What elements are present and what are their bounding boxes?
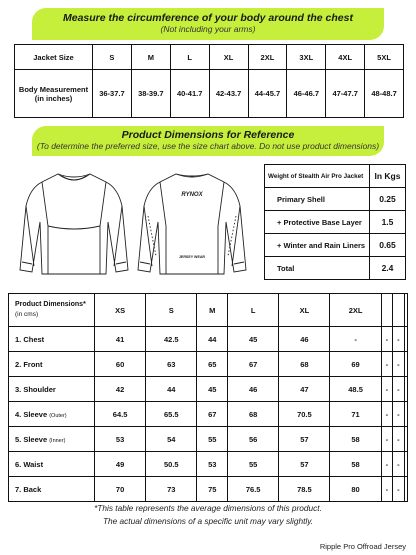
size-chart-measurement-row — [15, 70, 404, 118]
dimensions-row-label-text: 2. Front — [15, 359, 43, 369]
size-chart-value: 47-47.7 — [326, 70, 365, 118]
dimensions-column-header: XS — [95, 294, 146, 327]
size-chart-row-label: Body Measurement (in inches) — [15, 70, 93, 118]
dimensions-cell: 60 — [95, 352, 146, 377]
dimensions-cell: - — [393, 402, 404, 427]
dimensions-cell: 54 — [146, 427, 197, 452]
weight-table — [264, 164, 406, 280]
dimensions-cell: 44 — [146, 377, 197, 402]
size-chart-size: S — [93, 45, 132, 70]
chest-measure-subtitle: (Not including your arms) — [160, 24, 256, 34]
dimensions-row-label — [9, 327, 95, 352]
product-dimensions-banner — [32, 126, 384, 156]
dimensions-cell: 50.5 — [146, 452, 197, 477]
dimensions-row-label — [9, 452, 95, 477]
dimensions-cell: - — [381, 452, 392, 477]
back-logo-text: RYNOX — [181, 192, 203, 198]
dimensions-cell: 68 — [279, 352, 330, 377]
dimensions-cell: 76.5 — [228, 477, 279, 502]
size-chart-value: 46-46.7 — [287, 70, 326, 118]
weight-row-label: Primary Shell — [265, 188, 370, 211]
dimensions-cell: 47 — [279, 377, 330, 402]
dimensions-cell: - — [330, 327, 381, 352]
dimensions-body — [9, 327, 408, 502]
dimensions-column-header: XL — [279, 294, 330, 327]
dimensions-cell: - — [393, 452, 404, 477]
dimensions-cell: 58 — [330, 427, 381, 452]
dimensions-header-label: Product Dimensions* — [15, 301, 86, 308]
dimensions-cell: 53 — [197, 452, 228, 477]
dimensions-cell: 45 — [197, 377, 228, 402]
dimensions-cell: 55 — [197, 427, 228, 452]
chest-measure-title: Measure the circumference of your body around the chest — [63, 12, 353, 24]
dimensions-header-unit: (in cms) — [15, 311, 39, 318]
dimensions-row-label — [9, 352, 95, 377]
dimensions-cell: 71 — [330, 402, 381, 427]
dimensions-row-label — [9, 477, 95, 502]
size-chart-value: 38-39.7 — [131, 70, 170, 118]
dimensions-cell: 46 — [279, 327, 330, 352]
dimensions-cell-empty — [404, 402, 407, 427]
dimensions-row-label — [9, 377, 95, 402]
dimensions-cell-empty — [404, 377, 407, 402]
dimensions-cell: 42 — [95, 377, 146, 402]
dimensions-row-label — [9, 427, 95, 452]
dimensions-cell-empty — [404, 452, 407, 477]
size-chart-size: 4XL — [326, 45, 365, 70]
weight-row — [265, 234, 406, 257]
dimensions-cell: 70 — [95, 477, 146, 502]
dimensions-column-header — [393, 294, 404, 327]
weight-total-row — [265, 257, 406, 280]
weight-header-row — [265, 165, 406, 188]
dimensions-column-header — [404, 294, 407, 327]
dimensions-cell: 67 — [197, 402, 228, 427]
dimensions-row — [9, 377, 408, 402]
dimensions-cell: 56 — [228, 427, 279, 452]
dimensions-column-header: S — [146, 294, 197, 327]
weight-row-value: 1.5 — [370, 211, 406, 234]
dimensions-cell: 78.5 — [279, 477, 330, 502]
dimensions-cell: - — [381, 377, 392, 402]
jacket-front-image — [18, 166, 130, 279]
dimensions-cell: 45 — [228, 327, 279, 352]
weight-row — [265, 211, 406, 234]
size-chart-value: 42-43.7 — [209, 70, 248, 118]
dimensions-cell: 57 — [279, 427, 330, 452]
dimensions-header-row — [9, 294, 408, 327]
dimensions-cell: - — [381, 327, 392, 352]
chest-measure-banner — [32, 8, 384, 40]
back-tag-text: JERSEY WEAR — [178, 255, 206, 259]
dimensions-cell: 58 — [330, 452, 381, 477]
dimensions-cell: 44 — [197, 327, 228, 352]
weight-header: Weight of Stealth Air Pro Jacket — [265, 165, 370, 188]
size-chart-header-row — [15, 45, 404, 70]
dimensions-cell: 70.5 — [279, 402, 330, 427]
dimensions-cell: 67 — [228, 352, 279, 377]
size-chart-size: L — [170, 45, 209, 70]
size-chart-value: 36-37.7 — [93, 70, 132, 118]
dimensions-row-note: (Outer) — [49, 412, 67, 419]
dimensions-column-header: M — [197, 294, 228, 327]
dimensions-cell: 53 — [95, 427, 146, 452]
dimensions-cell: 41 — [95, 327, 146, 352]
size-chart-value: 44-45.7 — [248, 70, 287, 118]
dimensions-cell: - — [381, 427, 392, 452]
size-chart-size: M — [131, 45, 170, 70]
dimensions-cell: - — [393, 352, 404, 377]
dimensions-cell: 68 — [228, 402, 279, 427]
weight-total-label: Total — [265, 257, 370, 280]
footnote-line-2: The actual dimensions of a specific unit may vary slightly. — [102, 516, 314, 526]
dimensions-row — [9, 477, 408, 502]
weight-row-value: 0.65 — [370, 234, 406, 257]
dimensions-cell: - — [381, 352, 392, 377]
dimensions-cell: - — [393, 477, 404, 502]
dimensions-row-label-text: 5. Sleeve — [15, 434, 48, 444]
dimensions-cell: - — [393, 377, 404, 402]
jacket-back-image — [136, 166, 248, 279]
dimensions-row — [9, 427, 408, 452]
product-dimensions-subtitle: (To determine the preferred size, use the size chart above. Do not use product dimensions) — [36, 141, 380, 151]
dimensions-row-label-text: 4. Sleeve — [15, 409, 48, 419]
size-chart-size: XL — [209, 45, 248, 70]
dimensions-cell: - — [393, 427, 404, 452]
dimensions-row-label-text: 3. Shoulder — [15, 384, 56, 394]
size-chart-table — [14, 44, 404, 118]
product-dimensions-title: Product Dimensions for Reference — [121, 129, 295, 141]
dimensions-cell: 69 — [330, 352, 381, 377]
size-chart-header-label: Jacket Size — [15, 45, 93, 70]
dimensions-cell-empty — [404, 352, 407, 377]
dimensions-cell: - — [393, 327, 404, 352]
dimensions-header-cell — [9, 294, 95, 327]
dimensions-cell: 65 — [197, 352, 228, 377]
dimensions-column-header — [381, 294, 392, 327]
dimensions-cell: 63 — [146, 352, 197, 377]
dimensions-cell-empty — [404, 477, 407, 502]
dimensions-cell: 80 — [330, 477, 381, 502]
dimensions-row-label — [9, 402, 95, 427]
footnote-line-1: *This table represents the average dimensions of this product. — [94, 503, 322, 513]
dimensions-cell: 48.5 — [330, 377, 381, 402]
weight-row-label: + Winter and Rain Liners — [265, 234, 370, 257]
dimensions-row-label-text: 1. Chest — [15, 334, 45, 344]
dimensions-cell: 42.5 — [146, 327, 197, 352]
weight-total-value: 2.4 — [370, 257, 406, 280]
dimensions-row-note: (Inner) — [49, 437, 66, 444]
dimensions-cell-empty — [404, 327, 407, 352]
dimensions-cell: 49 — [95, 452, 146, 477]
dimensions-row-label-text: 7. Back — [15, 484, 42, 494]
dimensions-row — [9, 327, 408, 352]
weight-row-value: 0.25 — [370, 188, 406, 211]
dimensions-cell: - — [381, 402, 392, 427]
dimensions-cell: 73 — [146, 477, 197, 502]
dimensions-cell: - — [381, 477, 392, 502]
dimensions-column-header: L — [228, 294, 279, 327]
dimensions-cell: 55 — [228, 452, 279, 477]
dimensions-cell: 57 — [279, 452, 330, 477]
size-chart-size: 2XL — [248, 45, 287, 70]
size-chart-value: 48-48.7 — [365, 70, 404, 118]
dimensions-cell: 46 — [228, 377, 279, 402]
product-name: Ripple Pro Offroad Jersey — [319, 542, 406, 551]
dimensions-cell: 75 — [197, 477, 228, 502]
dimensions-column-header: 2XL — [330, 294, 381, 327]
dimensions-row — [9, 402, 408, 427]
size-chart-size: 3XL — [287, 45, 326, 70]
product-dimensions-table — [8, 293, 408, 502]
weight-unit: In Kgs — [370, 165, 406, 188]
weight-row — [265, 188, 406, 211]
dimensions-cell-empty — [404, 427, 407, 452]
size-chart-size: 5XL — [365, 45, 404, 70]
dimensions-row — [9, 352, 408, 377]
dimensions-row-label-text: 6. Waist — [15, 459, 44, 469]
size-chart-value: 40-41.7 — [170, 70, 209, 118]
dimensions-cell: 65.5 — [146, 402, 197, 427]
dimensions-row — [9, 452, 408, 477]
weight-row-label: + Protective Base Layer — [265, 211, 370, 234]
dimensions-cell: 64.5 — [95, 402, 146, 427]
